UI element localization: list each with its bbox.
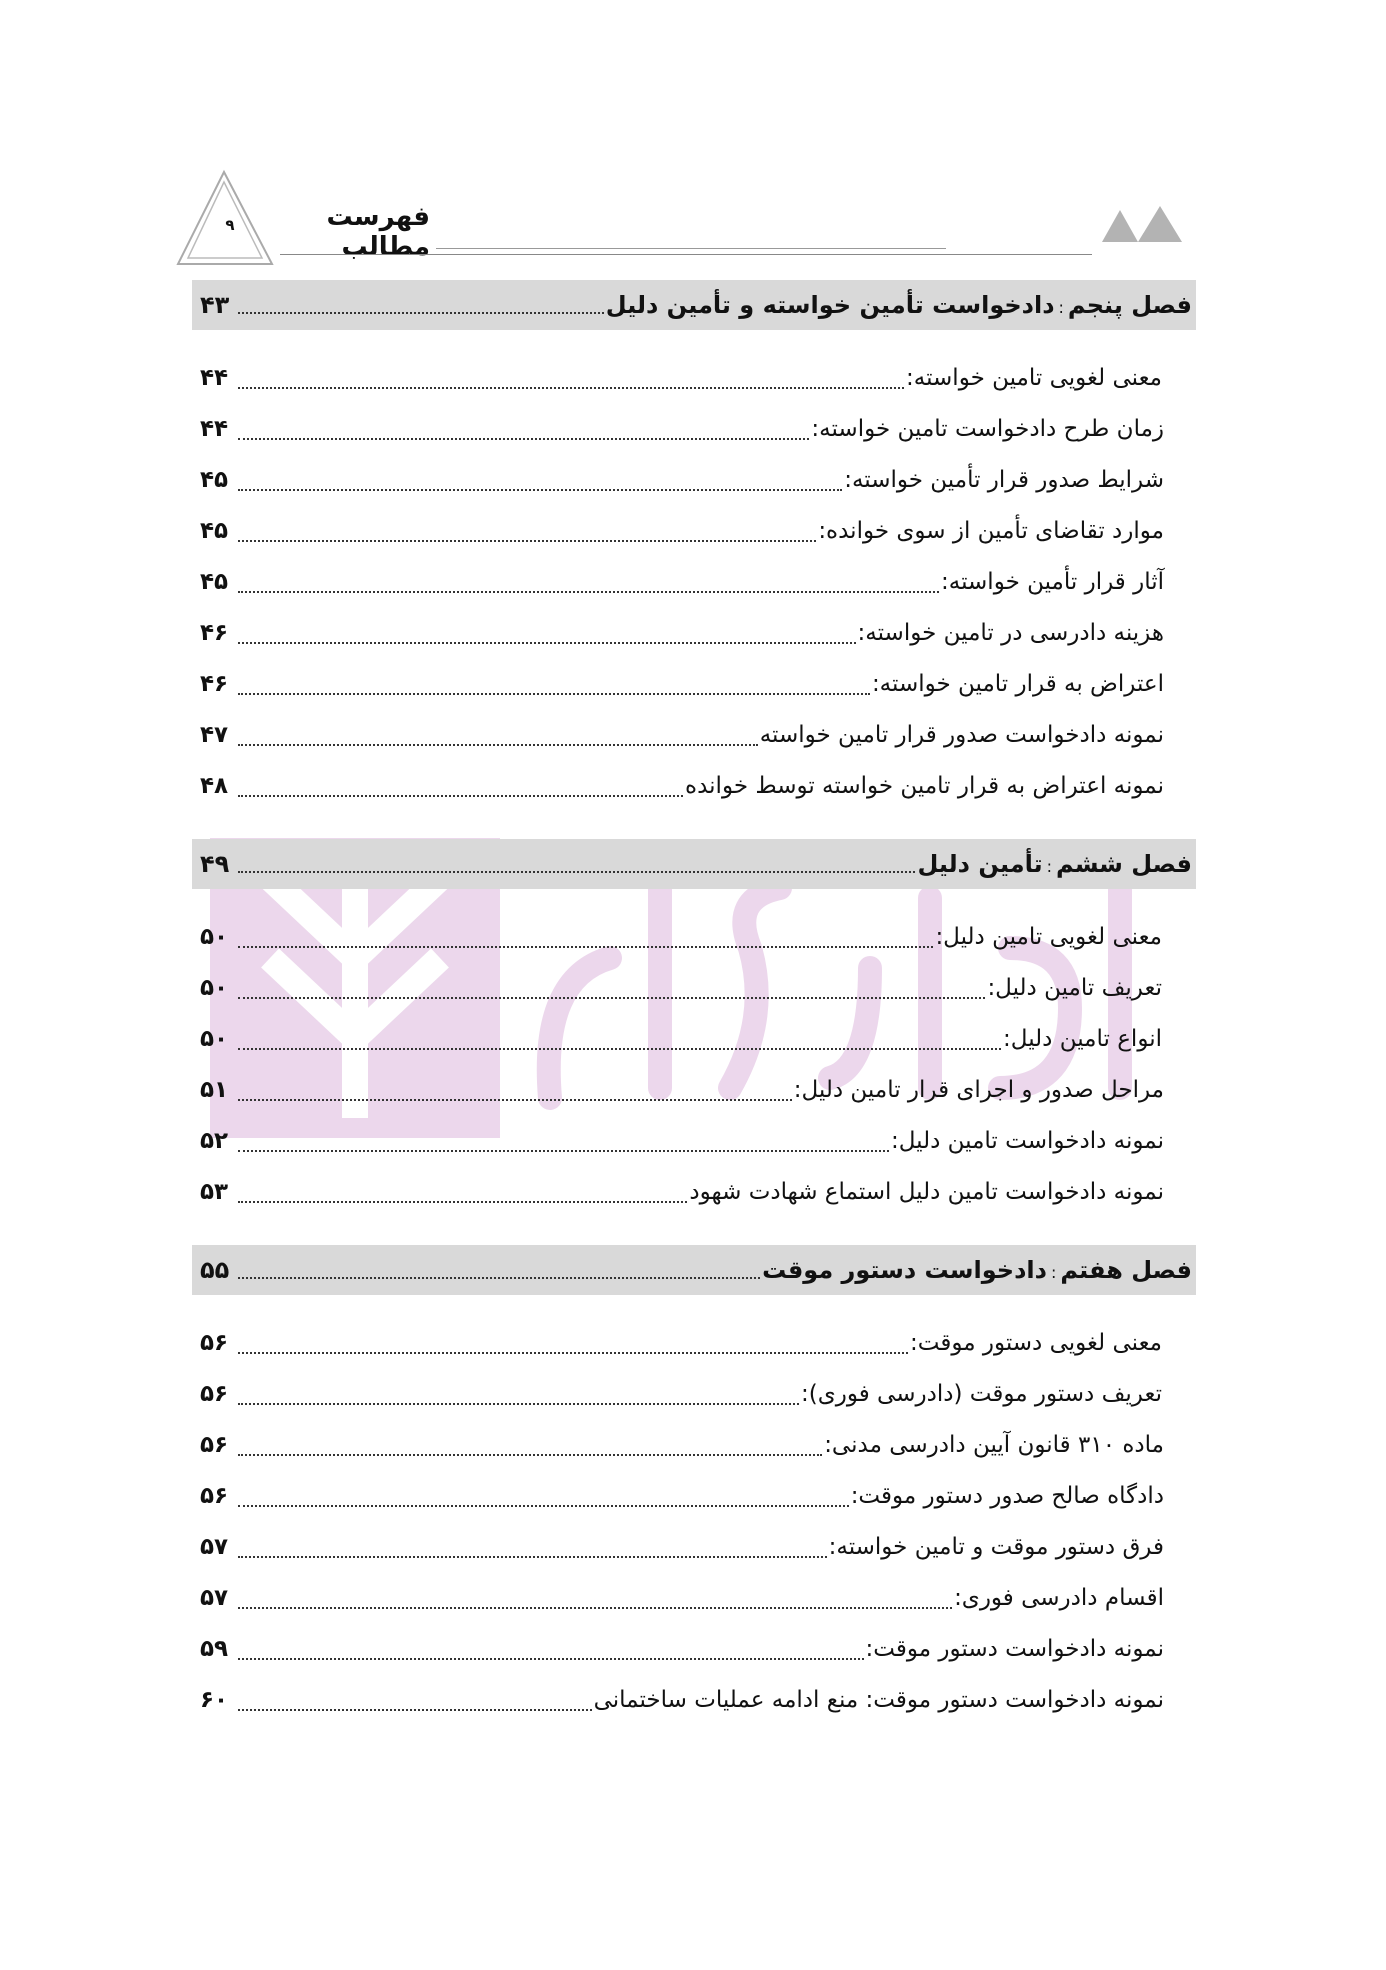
dot-leader [238,438,809,440]
dot-leader [238,642,856,644]
dot-leader [238,1048,1001,1050]
entry-title: تعریف تامین دلیل: [987,974,1162,1001]
chapter-page-number: ۴۹ [200,850,230,878]
dot-leader [238,1150,889,1152]
toc-entry[interactable] [192,1368,1196,1419]
entry-page-number: ۵۳ [200,1178,229,1205]
entry-page-number: ۵۰ [200,974,229,1001]
toc-entry[interactable] [192,1470,1196,1521]
dot-leader [238,1505,849,1507]
toc-entry[interactable] [192,1166,1196,1217]
page-number: ۹ [225,216,235,234]
toc-entry[interactable] [192,962,1196,1013]
entry-page-number: ۴۶ [200,670,229,697]
entry-page-number: ۵۹ [200,1635,229,1662]
chapter-title: فصل ششم:تأمین دلیل [917,850,1192,878]
entry-title: آثار قرار تأمین خواسته: [941,568,1164,595]
entry-title: نمونه دادخواست دستور موقت: [865,1635,1164,1662]
chapter-title: فصل پنجم:دادخواست تأمین خواسته و تأمین دلیل [605,291,1192,319]
toc-chapter-6[interactable] [192,839,1196,889]
dot-leader [238,1099,792,1101]
entry-page-number: ۴۵ [200,466,229,493]
entry-title: هزینه دادرسی در تامین خواسته: [857,619,1164,646]
entry-title: اقسام دادرسی فوری: [954,1584,1164,1611]
entry-page-number: ۴۶ [200,619,229,646]
dot-leader [238,1352,908,1354]
dot-leader [238,744,758,746]
chapter-page-number: ۴۳ [200,291,230,319]
dot-leader [238,540,816,542]
toc-entry[interactable] [192,1064,1196,1115]
toc-chapter-7[interactable] [192,1245,1196,1295]
entry-page-number: ۵۷ [200,1533,229,1560]
entry-page-number: ۵۲ [200,1127,229,1154]
entry-page-number: ۵۶ [200,1329,229,1356]
dot-leader [238,795,683,797]
entry-title: معنی لغویی دستور موقت: [910,1329,1162,1356]
entry-title: انواع تامین دلیل: [1003,1025,1162,1052]
toc-entry[interactable] [192,607,1196,658]
dot-leader [238,693,870,695]
toc-entry[interactable] [192,505,1196,556]
toc-entry[interactable] [192,709,1196,760]
dot-leader [238,387,904,389]
entry-page-number: ۴۵ [200,517,229,544]
entry-title: دادگاه صالح صدور دستور موقت: [850,1482,1164,1509]
toc-entry[interactable] [192,658,1196,709]
toc-entry[interactable] [192,1115,1196,1166]
header-rule-main [280,254,1092,255]
toc-entry[interactable] [192,1572,1196,1623]
dot-leader [238,489,842,491]
entry-page-number: ۶۰ [200,1686,229,1713]
toc-entry[interactable] [192,760,1196,811]
entry-page-number: ۵۶ [200,1482,229,1509]
entry-page-number: ۴۴ [200,364,229,391]
entry-title: نمونه دادخواست صدور قرار تامین خواسته [759,721,1164,748]
dot-leader [238,1556,827,1558]
entry-title: نمونه دادخواست دستور موقت: منع ادامه عملیات ساختمانی [593,1686,1164,1713]
entry-page-number: ۵۱ [200,1076,229,1103]
toc-entry[interactable] [192,1419,1196,1470]
entry-title: اعتراض به قرار تامین خواسته: [871,670,1164,697]
entry-title: مراحل صدور و اجرای قرار تامین دلیل: [793,1076,1164,1103]
dot-leader [238,312,604,314]
spacer [192,811,1196,839]
toc-entry[interactable] [192,1623,1196,1674]
toc-chapter-5[interactable] [192,280,1196,330]
dot-leader [238,946,933,948]
toc-entry[interactable] [192,454,1196,505]
entry-title: ماده ۳۱۰ قانون آیین دادرسی مدنی: [824,1431,1164,1458]
entry-page-number: ۴۴ [200,415,229,442]
entry-title: زمان طرح دادخواست تامین خواسته: [811,415,1164,442]
dot-leader [238,997,985,999]
dot-leader [238,1403,799,1405]
table-of-contents [192,280,1196,1725]
header-rule [436,248,946,249]
toc-entry[interactable] [192,1521,1196,1572]
dot-leader [238,1709,592,1711]
toc-entry[interactable] [192,1674,1196,1725]
entry-title: موارد تقاضای تأمین از سوی خوانده: [818,517,1164,544]
dot-leader [238,1277,760,1279]
entry-page-number: ۵۷ [200,1584,229,1611]
toc-entry[interactable] [192,1317,1196,1368]
dot-leader [238,1201,687,1203]
entry-title: شرایط صدور قرار تأمین خواسته: [844,466,1164,493]
entry-page-number: ۵۰ [200,923,229,950]
dot-leader [238,1658,864,1660]
chapter-page-number: ۵۵ [200,1256,230,1284]
entry-page-number: ۴۸ [200,772,229,799]
entry-page-number: ۴۵ [200,568,229,595]
entry-title: معنی لغویی تامین دلیل: [935,923,1162,950]
entry-title: نمونه اعتراض به قرار تامین خواسته توسط خوانده [685,772,1164,799]
entry-title: تعریف دستور موقت (دادرسی فوری): [801,1380,1162,1407]
entry-title: معنی لغویی تامین خواسته: [906,364,1162,391]
entry-page-number: ۵۶ [200,1431,229,1458]
page-header [0,0,1386,280]
entry-title: نمونه دادخواست تامین دلیل استماع شهادت شهود [689,1178,1164,1205]
toc-entry[interactable] [192,556,1196,607]
entry-title: فرق دستور موقت و تامین خواسته: [828,1533,1164,1560]
toc-entry[interactable] [192,911,1196,962]
dot-leader [238,1607,952,1609]
entry-page-number: ۵۶ [200,1380,229,1407]
dot-leader [238,871,915,873]
double-triangle-icon [1098,206,1188,246]
running-title: فهرست مطالب [326,202,430,262]
dot-leader [238,591,939,593]
toc-entry[interactable] [192,403,1196,454]
entry-title: نمونه دادخواست تامین دلیل: [890,1127,1164,1154]
spacer [192,1217,1196,1245]
dot-leader [238,1454,822,1456]
entry-page-number: ۵۰ [200,1025,229,1052]
toc-entry[interactable] [192,1013,1196,1064]
chapter-title: فصل هفتم:دادخواست دستور موقت [762,1256,1192,1284]
entry-page-number: ۴۷ [200,721,229,748]
toc-entry[interactable] [192,352,1196,403]
